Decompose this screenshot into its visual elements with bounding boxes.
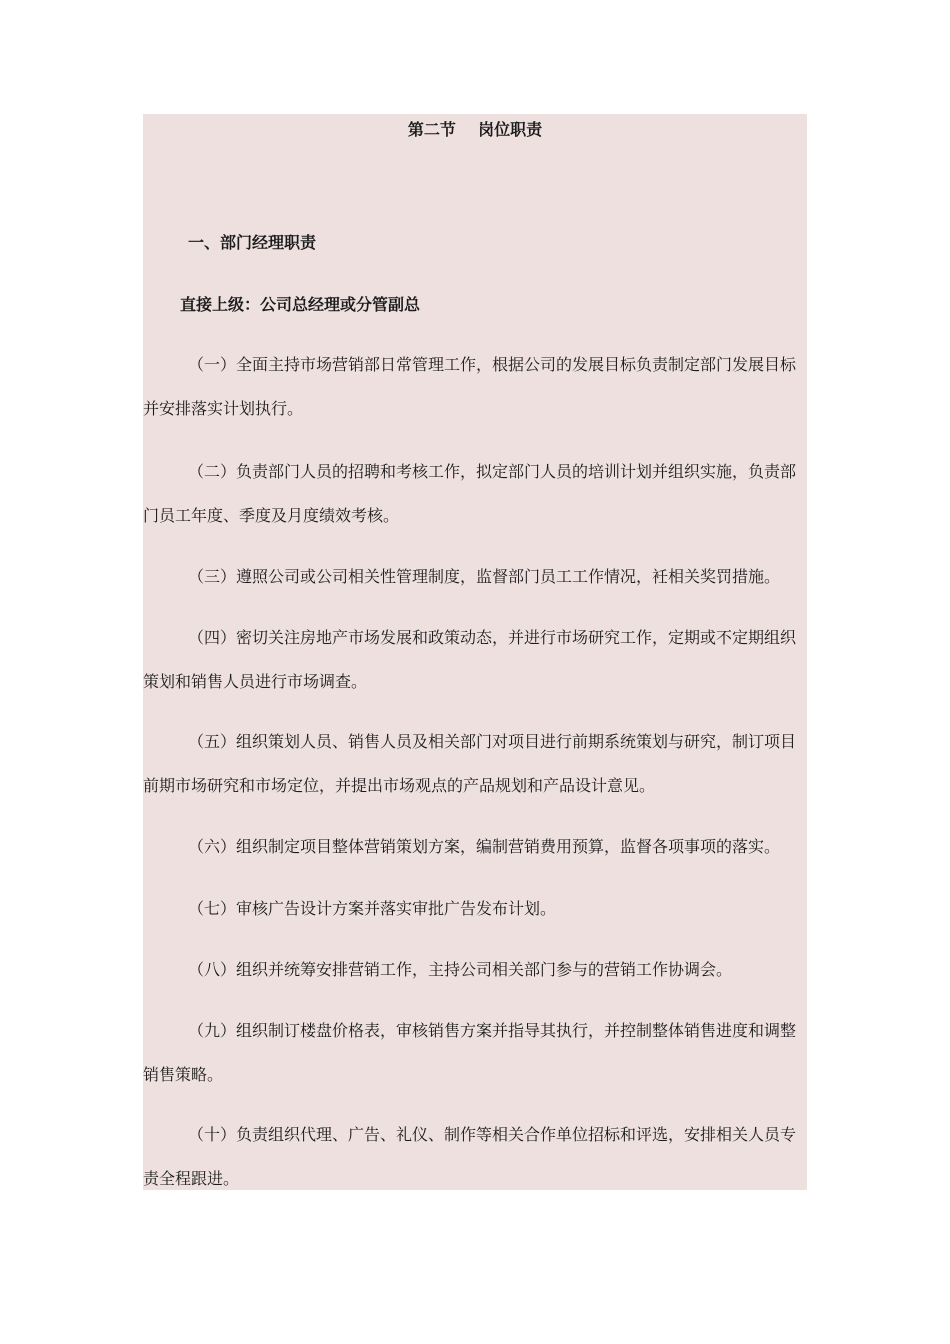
duty-paragraph-3: （三）遵照公司或公司相关性管理制度，监督部门员工工作情况，衽相关奖罚措施。	[188, 567, 781, 586]
duty-paragraph-5: （五）组织策划人员、销售人员及相关部门对项目进行前期系统策划与研究，制订项目前期市场研究和市场定位，并提出市场观点的产品规划和产品设计意见。	[143, 732, 797, 795]
duty-paragraph-6: （六）组织制定项目整体营销策划方案，编制营销费用预算，监督各项事项的落实。	[188, 837, 781, 856]
heading-direct-superior: 直接上级：公司总经理或分管副总	[180, 295, 421, 314]
duty-paragraph-10: （十）负责组织代理、广告、礼仪、制作等相关合作单位招标和评选，安排相关人员专责全程跟进。	[143, 1125, 797, 1188]
duty-paragraph-2: （二）负责部门人员的招聘和考核工作，拟定部门人员的培训计划并组织实施，负责部门员工年度、季度及月度绩效考核。	[143, 462, 797, 525]
duty-paragraph-7: （七）审核广告设计方案并落实审批广告发布计划。	[188, 899, 557, 918]
heading-manager-duties: 一、部门经理职责	[188, 233, 317, 252]
duty-paragraph-4: （四）密切关注房地产市场发展和政策动态，并进行市场研究工作，定期或不定期组织策划和销售人员进行市场调查。	[143, 628, 797, 691]
section-title: 第二节 岗位职责	[407, 120, 543, 139]
document-page	[143, 114, 807, 1190]
duty-paragraph-9: （九）组织制订楼盘价格表，审核销售方案并指导其执行，并控制整体销售进度和调整销售策略。	[143, 1021, 797, 1084]
duty-paragraph-8: （八）组织并统筹安排营销工作，主持公司相关部门参与的营销工作协调会。	[188, 960, 733, 979]
duty-paragraph-1: （一）全面主持市场营销部日常管理工作，根据公司的发展目标负责制定部门发展目标并安排落实计划执行。	[143, 355, 797, 418]
